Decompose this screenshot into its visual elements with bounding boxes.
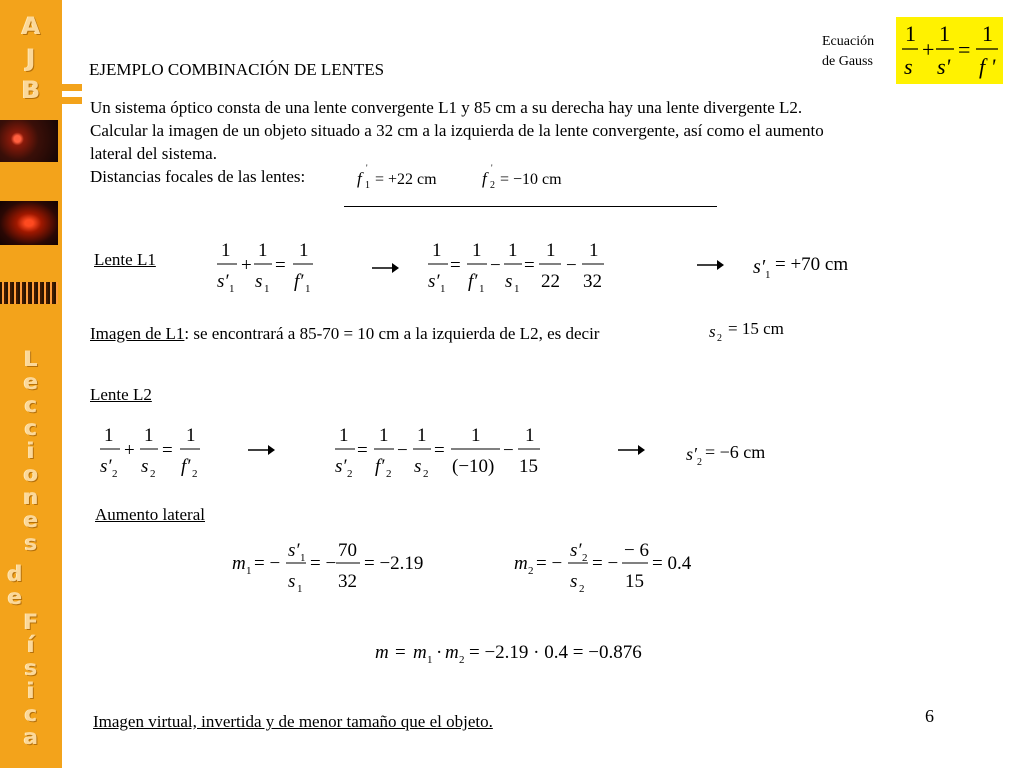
svg-text:1: 1 — [982, 21, 993, 46]
svg-text:1: 1 — [440, 283, 446, 295]
logo-letter: A — [21, 12, 41, 40]
svg-text:+: + — [124, 440, 135, 461]
svg-text:1: 1 — [417, 425, 427, 446]
svg-text:=: = — [275, 255, 286, 276]
sidebar-letter: F — [23, 610, 39, 634]
svg-text:=: = — [395, 642, 406, 663]
gauss-equation — [896, 17, 1003, 84]
sidebar-letter: o — [23, 462, 39, 486]
sidebar-letter: c — [24, 416, 38, 440]
svg-text:1: 1 — [365, 180, 370, 191]
svg-text:s′: s′ — [570, 540, 582, 561]
svg-text:2: 2 — [150, 468, 156, 480]
divider — [344, 206, 717, 207]
svg-text:− 6: − 6 — [624, 540, 649, 561]
svg-text:s′: s′ — [335, 456, 347, 477]
sidebar-letter: n — [23, 485, 39, 509]
svg-text:=: = — [162, 440, 173, 461]
svg-text:2: 2 — [490, 180, 495, 191]
svg-text:1: 1 — [144, 425, 154, 446]
svg-text:2: 2 — [717, 333, 722, 344]
svg-text:s: s — [255, 271, 263, 292]
lens2-label: Lente L2 — [90, 385, 152, 404]
sidebar-letter: e — [23, 370, 39, 394]
svg-text:1: 1 — [589, 240, 599, 261]
sidebar-letter: i — [27, 439, 35, 463]
svg-text:2: 2 — [386, 468, 392, 480]
lab-photo-1 — [0, 120, 58, 162]
page-title: EJEMPLO COMBINACIÓN DE LENTES — [89, 60, 385, 79]
svg-text:1: 1 — [229, 283, 235, 295]
image-l1-text: Imagen de L1: se encontrará a 85-70 = 10 cm a la izquierda de L2, es decir — [90, 324, 600, 343]
svg-text:s: s — [288, 571, 296, 592]
svg-text:2: 2 — [528, 565, 534, 577]
svg-text:m: m — [413, 642, 427, 663]
magnification-label: Aumento lateral — [95, 505, 205, 524]
sidebar-letter: L — [24, 347, 38, 371]
svg-text:1: 1 — [472, 240, 482, 261]
svg-text:1: 1 — [339, 425, 349, 446]
f2-value: = −10 cm — [500, 171, 562, 188]
svg-text:= 0.4: = 0.4 — [652, 553, 692, 574]
sidebar-letter: d — [7, 562, 23, 586]
arrow-icon — [695, 255, 725, 275]
svg-text:1: 1 — [300, 552, 306, 564]
svg-text:f: f — [482, 169, 487, 188]
svg-text:m: m — [375, 642, 389, 663]
svg-text:s: s — [709, 322, 716, 341]
svg-text:s′: s′ — [753, 256, 766, 278]
svg-text:15: 15 — [519, 456, 538, 477]
arrow-icon — [246, 440, 276, 460]
svg-text:': ' — [366, 163, 368, 173]
svg-text:s′: s′ — [686, 444, 697, 464]
svg-text:= −2.19 · 0.4 = −0.876: = −2.19 · 0.4 = −0.876 — [469, 642, 642, 663]
svg-text:2: 2 — [423, 468, 429, 480]
svg-text:s: s — [505, 271, 513, 292]
lab-photo-2 — [0, 201, 58, 245]
svg-text:2: 2 — [579, 583, 585, 595]
svg-text:m: m — [514, 553, 528, 574]
conclusion: Imagen virtual, invertida y de menor tamaño que el objeto. — [93, 712, 493, 731]
page-number: 6 — [925, 706, 934, 726]
svg-text:s: s — [570, 571, 578, 592]
lens2-solve — [333, 420, 548, 482]
sidebar-letter: a — [23, 725, 39, 749]
svg-text:=: = — [357, 440, 368, 461]
sidebar-letter: e — [23, 508, 39, 532]
svg-text:= −2.19: = −2.19 — [364, 553, 424, 574]
sidebar-letter: i — [27, 679, 35, 703]
svg-text:22: 22 — [541, 271, 560, 292]
sidebar-accent — [62, 97, 82, 104]
svg-text:1: 1 — [264, 283, 270, 295]
svg-text:s: s — [141, 456, 149, 477]
svg-text:1: 1 — [765, 269, 771, 281]
svg-text:1: 1 — [258, 240, 268, 261]
svg-text:s′: s′ — [428, 271, 440, 292]
svg-text:−: − — [397, 440, 408, 461]
svg-text:1: 1 — [508, 240, 518, 261]
svg-text:= −: = − — [254, 553, 281, 574]
svg-text:f′: f′ — [468, 271, 478, 292]
svg-text:+: + — [241, 255, 252, 276]
sidebar-accent — [62, 84, 82, 91]
svg-text:1: 1 — [471, 425, 481, 446]
svg-text:1: 1 — [546, 240, 556, 261]
svg-text:f′: f′ — [375, 456, 385, 477]
svg-text:f′: f′ — [181, 456, 191, 477]
svg-text:2: 2 — [582, 552, 588, 564]
svg-text:1: 1 — [246, 565, 252, 577]
svg-text:32: 32 — [338, 571, 357, 592]
svg-text:m: m — [445, 642, 459, 663]
svg-text:2: 2 — [112, 468, 118, 480]
sidebar-letter: s — [24, 531, 38, 555]
svg-text:2: 2 — [459, 654, 465, 666]
svg-text:1: 1 — [479, 283, 485, 295]
m1-equation — [230, 535, 440, 597]
svg-text:m: m — [232, 553, 246, 574]
svg-text:s′: s′ — [288, 540, 300, 561]
svg-text:·: · — [436, 642, 443, 663]
lens1-solve — [426, 235, 616, 297]
svg-text:': ' — [491, 163, 493, 173]
lens2-result: = −6 cm — [705, 442, 766, 462]
sidebar-letter: í — [27, 633, 35, 657]
svg-text:=: = — [450, 255, 461, 276]
logo-letter: J — [26, 44, 36, 72]
svg-text:1: 1 — [104, 425, 114, 446]
svg-text:= −: = − — [310, 553, 337, 574]
svg-text:1: 1 — [221, 240, 231, 261]
s2-value: = 15 cm — [728, 319, 784, 338]
svg-text:=: = — [434, 440, 445, 461]
svg-text:1: 1 — [432, 240, 442, 261]
problem-statement: Un sistema óptico consta de una lente convergente L1 y 85 cm a su derecha hay una lente divergente L2. Calcular la imagen de un objeto situado a 32 cm a la izquierda de la lente convergente, así como el aumento lateral del sistema. — [90, 98, 824, 163]
svg-text:1: 1 — [305, 283, 311, 295]
lens1-label: Lente L1 — [94, 250, 156, 269]
svg-text:70: 70 — [338, 540, 357, 561]
svg-text:s': s' — [937, 54, 951, 79]
svg-text:f: f — [357, 169, 362, 188]
sidebar-letter: c — [24, 393, 38, 417]
svg-text:=: = — [524, 255, 535, 276]
svg-text:1: 1 — [297, 583, 303, 595]
svg-text:1: 1 — [525, 425, 535, 446]
sidebar-letter: s — [24, 656, 38, 680]
logo-letter: B — [21, 76, 41, 104]
gauss-label: Ecuación de Gauss — [822, 34, 875, 69]
svg-text:2: 2 — [697, 457, 702, 468]
lens1-result: = +70 cm — [775, 254, 849, 275]
svg-text:1: 1 — [186, 425, 196, 446]
arrow-icon — [370, 258, 400, 278]
svg-text:32: 32 — [583, 271, 602, 292]
lab-photo-3 — [0, 282, 58, 304]
sidebar-letter: c — [24, 702, 38, 726]
svg-text:1: 1 — [939, 21, 950, 46]
svg-text:1: 1 — [379, 425, 389, 446]
svg-text:s′: s′ — [217, 271, 229, 292]
svg-text:= −: = − — [536, 553, 563, 574]
svg-text:(−10): (−10) — [452, 456, 495, 477]
svg-text:2: 2 — [347, 468, 353, 480]
svg-text:= −: = − — [592, 553, 619, 574]
lens1-equation — [215, 235, 345, 297]
svg-text:s′: s′ — [100, 456, 112, 477]
svg-text:15: 15 — [625, 571, 644, 592]
f1-value: = +22 cm — [375, 171, 437, 188]
m2-equation — [512, 535, 712, 597]
svg-text:−: − — [503, 440, 514, 461]
svg-text:f′: f′ — [294, 271, 304, 292]
svg-text:−: − — [566, 255, 577, 276]
svg-text:1: 1 — [299, 240, 309, 261]
svg-text:=: = — [958, 37, 971, 62]
lens2-equation — [98, 420, 228, 482]
sidebar-letter: e — [7, 585, 23, 609]
svg-text:−: − — [490, 255, 501, 276]
svg-text:f ': f ' — [979, 54, 996, 79]
m-total-equation — [373, 638, 663, 668]
svg-text:s: s — [904, 54, 913, 79]
svg-text:1: 1 — [905, 21, 916, 46]
svg-text:2: 2 — [192, 468, 198, 480]
svg-text:+: + — [922, 37, 935, 62]
svg-text:1: 1 — [514, 283, 520, 295]
svg-text:1: 1 — [427, 654, 433, 666]
arrow-icon — [616, 440, 646, 460]
focal-label: Distancias focales de las lentes: — [90, 167, 306, 186]
svg-text:s: s — [414, 456, 422, 477]
s2-symbol — [708, 318, 728, 346]
